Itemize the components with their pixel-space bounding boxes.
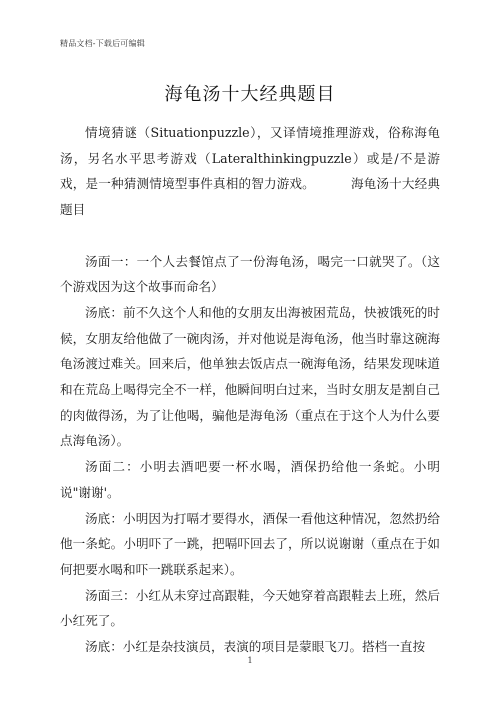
puzzle-2-question: 汤面二：小明去酒吧要一杯水喝，酒保扔给他一条蛇。小明说"谢谢'。 <box>60 459 440 500</box>
puzzle-1-question: 汤面一：一个人去餐馆点了一份海龟汤，喝完一口就哭了。（这个游戏因为这个故事而命名） <box>60 253 440 295</box>
puzzle-3-question: 汤面三：小红从未穿过高跟鞋，今天她穿着高跟鞋去上班，然后小红死了。 <box>60 587 440 629</box>
puzzle-1-answer: 汤底：前不久这个人和他的女朋友出海被困荒岛，快被饿死的时候，女朋友给他做了一碗肉汤，并对他说是海龟汤，他当时靠这碗海龟汤渡过难关。回来后，他单独去饭店点一碗海龟汤，结果发现味道和在荒岛上喝得完全不一样，他瞬间明白过来，当时女朋友是割自己的肉做得汤，为了让他喝，骗他是海龟汤（重点在于这个人为什么要点海龟汤）。 <box>60 304 440 449</box>
puzzle-2-answer: 汤底：小明因为打嗝才要得水，酒保一看他这种情况，忽然扔给他一条蛇。小明吓了一跳，把嗝吓回去了，所以说谢谢（重点在于如何把要水喝和吓一跳联系起来）。 <box>60 510 440 577</box>
intro-text: 情境猜谜（Situationpuzzle），又译情境推理游戏，俗称海龟汤，另名水平思考游戏（Lateralthinkingpuzzle）或是/不是游戏，是一种猜测情境型事件真相的智力游戏。 <box>60 125 440 192</box>
intro-subtitle: 海龟汤十大经典题目 <box>60 176 441 218</box>
intro-paragraph <box>60 120 440 223</box>
page-number: 1 <box>247 656 253 665</box>
page-title: 海龟汤十大经典题目 <box>164 84 336 105</box>
puzzle-3-answer: 汤底：小红是杂技演员，表演的项目是蒙眼飞刀。搭档一直按 <box>85 639 426 655</box>
document-body <box>60 120 440 660</box>
header-note: 精品文档-下载后可编辑 <box>60 39 145 48</box>
